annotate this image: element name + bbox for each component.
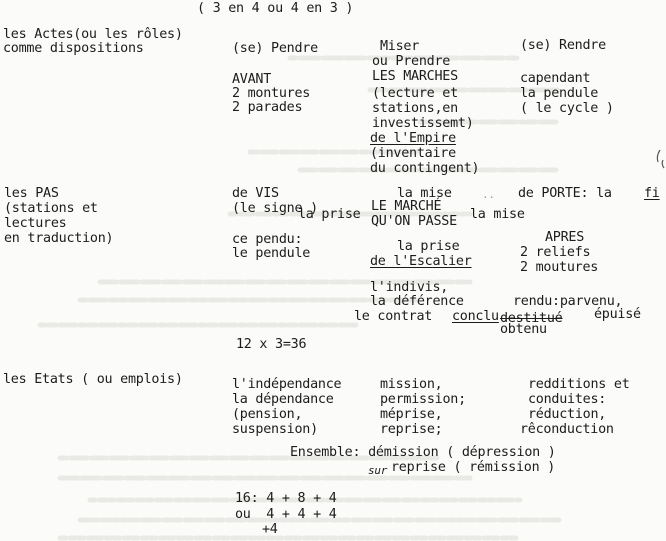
formula-16-line3: +4	[262, 522, 278, 537]
etats-col2-item: permission;	[380, 392, 466, 407]
actes-col2-item: LES MARCHES	[372, 69, 458, 84]
etats-col2-item: reprise;	[380, 422, 443, 437]
etats-col1-item: suspension)	[232, 422, 318, 437]
pas-label-line4: en traduction)	[4, 231, 114, 246]
actes-col2-item: ou Prendre	[372, 54, 451, 69]
formula-16-line1: 16: 4 + 8 + 4	[235, 491, 337, 506]
pas-qu-on-passe: QU'ON PASSE	[371, 214, 457, 229]
pas-de-l-escalier: de l'Escalier	[370, 254, 472, 269]
pas-le-pendule: le pendule	[232, 246, 311, 261]
header-title: ( 3 en 4 ou 4 en 3 )	[197, 1, 354, 16]
etats-col1-item: (pension,	[232, 407, 303, 422]
actes-col2-item: stations,en	[372, 101, 458, 116]
pas-la-prise-1: la prise	[298, 207, 361, 222]
pas-la-deference: la déférence	[370, 294, 464, 309]
actes-col2-item: (lecture et	[372, 86, 458, 101]
actes-col3-item: (se) Rendre	[520, 38, 606, 53]
pas-rendu-parvenu: rendu:parvenu,	[513, 294, 623, 309]
pas-la-prise-2: la prise	[397, 239, 460, 254]
etats-col3-item: redditions et	[528, 377, 630, 392]
actes-col3-item: la pendule	[520, 86, 599, 101]
etats-col3-item: rêconduction	[520, 422, 614, 437]
pas-reliefs: 2 reliefs	[520, 245, 591, 260]
actes-label-line1: les Actes(ou les rôles)	[3, 27, 183, 42]
actes-col1-item: (se) Pendre	[232, 41, 318, 56]
etats-col3-item: réduction,	[528, 407, 607, 422]
pas-de-vis: de VIS	[232, 186, 279, 201]
pas-label-line2: (stations et	[4, 201, 98, 216]
etats-label: les Etats ( ou emplois)	[3, 372, 183, 387]
ensemble-sur-handwritten: sur	[368, 464, 388, 477]
actes-label-line2: comme dispositions	[3, 41, 144, 56]
pas-de-porte-fi: fi	[644, 186, 660, 201]
pas-le-signe: (le signe )	[232, 201, 318, 216]
pas-le-contrat: le contrat	[354, 309, 433, 324]
actes-col1-item: AVANT	[232, 72, 272, 87]
pas-le-marche: LE MARCHÉ	[371, 199, 442, 214]
pas-destitue: destitué	[500, 311, 563, 326]
etats-col3-item: conduites:	[528, 392, 607, 407]
pas-moutures: 2 moutures	[520, 260, 599, 275]
pas-conclu: conclu	[452, 309, 499, 324]
etats-col2-item: méprise,	[380, 407, 443, 422]
actes-col2-item: (inventaire	[370, 146, 456, 161]
actes-col2-item: du contingent)	[370, 161, 480, 176]
pas-de-porte: de PORTE: la	[518, 186, 612, 201]
pas-ce-pendu: ce pendu:	[232, 232, 303, 247]
actes-col3-item: ( le cycle )	[520, 101, 614, 116]
pas-la-mise-2: la mise	[470, 207, 525, 222]
pas-ellipsis: ..	[482, 188, 495, 201]
pas-epuise: épuisé	[594, 307, 641, 322]
formula-12x3: 12 x 3=36	[236, 337, 307, 352]
etats-col2-item: mission,	[380, 377, 443, 392]
etats-col1-item: l'indépendance	[232, 377, 342, 392]
pas-label-line1: les PAS	[4, 186, 59, 201]
actes-col3-item: capendant	[520, 71, 591, 86]
actes-col2-item: de l'Empire	[370, 131, 456, 146]
actes-col2-item: Miser	[380, 39, 420, 54]
etats-col1-item: la dépendance	[232, 392, 334, 407]
pas-label-line3: lectures	[4, 216, 67, 231]
pas-la-mise-1: la mise	[397, 186, 452, 201]
formula-16-line2: ou 4 + 4 + 4	[235, 507, 337, 522]
ensemble-line2: reprise ( rémission )	[391, 460, 556, 475]
actes-col1-item: 2 montures	[232, 86, 311, 101]
actes-col1-item: 2 parades	[232, 100, 303, 115]
ensemble-line1: Ensemble: démission ( dépression )	[290, 445, 556, 460]
pas-obtenu: obtenu	[500, 322, 547, 337]
actes-col2-item: investissemt)	[372, 116, 474, 131]
pas-l-indivis: l'indivis,	[370, 280, 449, 295]
pas-apres: APRES	[545, 230, 585, 245]
